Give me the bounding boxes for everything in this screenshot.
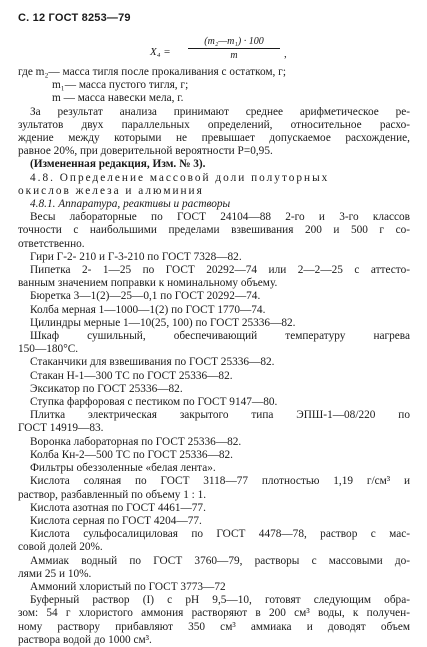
text-line: зультатов двух параллельных определений, относительное расхо-	[18, 118, 410, 131]
text-line: (Измененная редакция, Изм. № 3).	[30, 158, 206, 171]
text-line: Колба мерная 1—1000—1(2) по ГОСТ 1770—74.	[30, 303, 266, 316]
text-line: 150—180°С.	[18, 343, 79, 356]
text-line: Кислота азотная по ГОСТ 4461—77.	[30, 501, 206, 514]
text-line: Пипетка 2- 1—25 по ГОСТ 20292—74 или 2—2—25 с аттесто-	[30, 264, 410, 277]
formula-tail: ,	[284, 48, 287, 60]
text-line: Эксикатор по ГОСТ 25336—82.	[30, 382, 183, 395]
text-line: Буферный раствор (I) с рН 9,5—10, готовят следующим обра-	[30, 594, 410, 607]
text-line: ждение между которыми не превышает допускаемое расхождение,	[18, 132, 410, 145]
text-line: Цилиндры мерные 1—10(25, 100) по ГОСТ 25336—82.	[30, 316, 296, 329]
text-line: Стакан Н-1—300 ТС по ГОСТ 25336—82.	[30, 369, 233, 382]
text-line: Кислота сульфосалициловая по ГОСТ 4478—78, раствор с мас-	[30, 528, 410, 541]
formula-lhs: X₄ =	[150, 46, 171, 58]
text-line: Аммиак водный по ГОСТ 3760—79, растворы с массовыми до-	[30, 554, 410, 567]
text-line: Воронка лабораторная по ГОСТ 25336—82.	[30, 435, 242, 448]
formula-denominator: m	[230, 50, 238, 61]
text-line: раствор, разбавленный по объему 1 : 1.	[18, 488, 207, 501]
text-line: Гири Г-2- 210 и Г-3-210 по ГОСТ 7328—82.	[30, 250, 242, 263]
text-line: m — масса навески мела, г.	[52, 92, 184, 105]
text-line: 4.8. Определение массовой доли полуторных	[30, 171, 330, 184]
text-line: 4.8.1. Аппаратура, реактивы и растворы	[30, 198, 231, 211]
text-line: m₁— масса пустого тигля, г;	[52, 79, 189, 92]
text-line: ГОСТ 14919—83.	[18, 422, 104, 435]
body-text	[18, 66, 410, 647]
text-line: лями 25 и 10%.	[18, 567, 92, 580]
text-line: Бюретка 3—1(2)—25—0,1 по ГОСТ 20292—74.	[30, 290, 261, 303]
text-line: Плитка электрическая закрытого типа ЭПШ-1—08/220 по	[30, 409, 410, 422]
text-line: ответственно.	[18, 237, 85, 250]
text-line: точности с наибольшими пределами взвешивания 200 и 500 г со-	[18, 224, 410, 237]
text-line: Кислота соляная по ГОСТ 3118—77 плотностью 1,19 г/см³ и	[30, 475, 410, 488]
page-header: С. 12 ГОСТ 8253—79	[18, 12, 131, 24]
text-line: Ступка фарфоровая с пестиком по ГОСТ 9147—80.	[30, 396, 278, 409]
text-line: Стаканчики для взвешивания по ГОСТ 25336—82.	[30, 356, 275, 369]
text-line: Аммоний хлористый по ГОСТ 3773—72	[30, 580, 226, 593]
text-line: Кислота серная по ГОСТ 4204—77.	[30, 514, 202, 527]
text-line: ному раствору прибавляют 350 см³ аммиака и доводят объем	[18, 620, 410, 633]
formula-numerator: (m₂—m₁) · 100	[188, 36, 280, 49]
text-line: Шкаф сушильный, обеспечивающий температуру нагрева	[30, 330, 410, 343]
text-line: За результат анализа принимают среднее арифметическое ре-	[30, 105, 410, 118]
text-line: Фильтры обеззоленные «белая лента».	[30, 462, 216, 475]
text-line: раствора водой до 1000 см³.	[18, 633, 152, 646]
text-line: Колба Кн-2—500 ТС по ГОСТ 25336—82.	[30, 448, 233, 461]
text-line: равное 20%, при доверительной вероятности P=0,95.	[18, 145, 273, 158]
text-line: Весы лабораторные по ГОСТ 24104—88 2-го и 3-го классов	[30, 211, 410, 224]
text-line: ванным значением поправки к номинальному объему.	[18, 277, 278, 290]
text-line: зом: 54 г хлористого аммония растворяют в 200 см³ воды, к получен-	[18, 607, 410, 620]
text-line: окислов железа и алюминия	[18, 184, 204, 197]
text-line: совой долей 20%.	[18, 541, 103, 554]
text-line: где m₂— масса тигля после прокаливания с остатком, г;	[18, 66, 286, 78]
formula-fraction	[188, 36, 280, 61]
